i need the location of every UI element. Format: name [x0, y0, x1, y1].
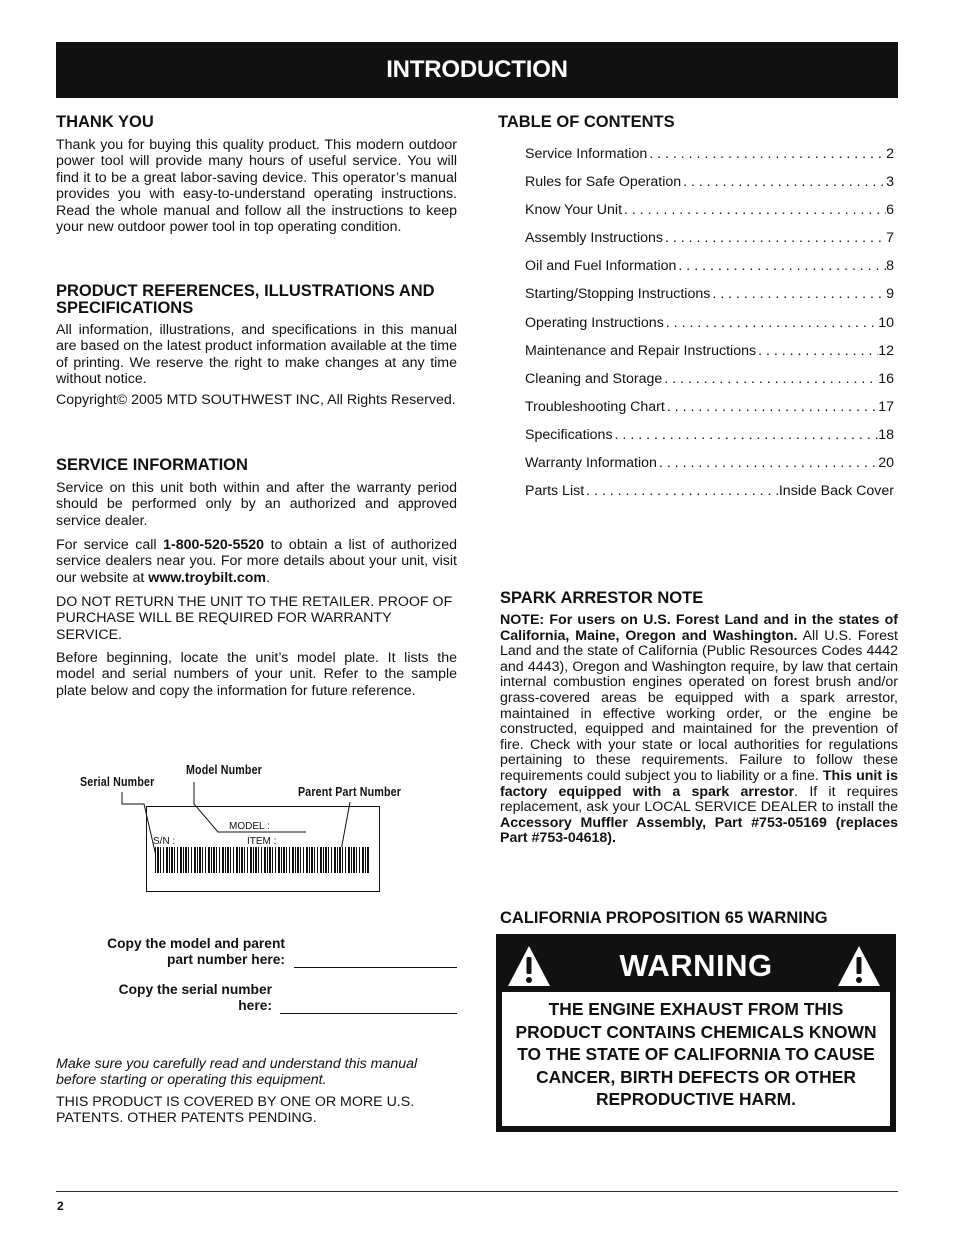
spark-note-bold: NOTE: For users on U.S. Forest Land and in the states of California, Maine, Oregon and Washington.	[500, 612, 898, 644]
toc-leader-dots	[710, 286, 886, 302]
patent-notice: THIS PRODUCT IS COVERED BY ONE OR MORE U.S. PATENTS. OTHER PATENTS PENDING.	[56, 1094, 415, 1127]
copy-model-line-1: Copy the model and parent	[107, 936, 285, 951]
toc-entry-title: Oil and Fuel Information	[525, 258, 677, 275]
model-plate	[146, 806, 380, 892]
toc-entry-page: 7	[886, 230, 894, 247]
model-plate-illustration	[78, 762, 428, 902]
read-manual-notice: Make sure you carefully read and understand this manual before starting or operating this equipment.	[56, 1056, 418, 1089]
toc-entry-title: Operating Instructions	[525, 314, 664, 331]
item-field: ITEM :	[247, 836, 277, 847]
toc-entry-title: Parts List	[525, 483, 585, 500]
toc-entry[interactable]	[525, 258, 894, 286]
toc-entry-title: Cleaning and Storage	[525, 370, 663, 387]
service-paragraph-1: Service on this unit both within and after the warranty period should be performed only by an authorized and approved service dealer.	[56, 480, 457, 529]
toc-entry[interactable]	[525, 371, 894, 399]
service-paragraph-3: DO NOT RETURN THE UNIT TO THE RETAILER. PROOF OF PURCHASE WILL BE REQUIRED FOR WARRANTY SERVICE.	[56, 594, 453, 643]
toc-entry-page: Inside Back Cover	[778, 483, 894, 500]
spark-arrestor-text	[500, 613, 898, 847]
toc-entry-page: 9	[886, 286, 894, 303]
copy-serial-line-1: Copy the serial number	[118, 982, 272, 997]
toc-leader-dots	[665, 399, 878, 415]
website-link[interactable]: www.troybilt.com	[148, 569, 266, 586]
serial-number-label: Serial Number	[80, 774, 155, 789]
spark-body-1: All U.S. Forest Land and the state of California (Public Resources Codes 4442 and 4443), Oregon and Washington require, by law that certain internal combustion engines operated on forest brush and/or grass-covered areas be equipped with a spark arrestor, maintained in effective working order, or the engine be constructed, equipped and maintained for the prevention of fire. Check with your state or local authorities for regulations pertaining to these requirements. Failure to follow these requirements could subject you to liability or a fine.	[500, 627, 898, 784]
toc-entry-page: 2	[886, 146, 894, 162]
spark-arrestor-heading: SPARK ARRESTOR NOTE	[500, 589, 704, 607]
toc-entry[interactable]	[525, 455, 894, 483]
toc-entry[interactable]	[525, 399, 894, 427]
toc-leader-dots	[647, 146, 886, 162]
toc-leader-dots	[681, 174, 886, 190]
copy-serial-label	[56, 982, 272, 1014]
warning-triangle-icon	[506, 944, 552, 988]
toc-entry-page: 8	[886, 258, 894, 275]
toc-entry-title: Service Information	[525, 146, 648, 162]
thank-you-heading: THANK YOU	[56, 113, 154, 131]
copyright-text: Copyright© 2005 MTD SOUTHWEST INC, All Rights Reserved.	[56, 392, 456, 408]
toc-leader-dots	[613, 427, 879, 443]
toc-leader-dots	[657, 455, 878, 471]
service-paragraph-4: Before beginning, locate the unit’s model plate. It lists the model and serial numbers of your unit. Refer to the sample plate below and copy the information for future reference.	[56, 650, 457, 699]
warning-text: THE ENGINE EXHAUST FROM THIS PRODUCT CONTAINS CHEMICALS KNOWN TO THE STATE OF CALIFORNIA TO CAUSE CANCER, BIRTH DEFECTS OR OTHER REPRODUCTIVE HARM.	[515, 999, 877, 1110]
toc-entry[interactable]	[525, 174, 894, 202]
toc-entry-page: 18	[878, 426, 894, 443]
spark-body-2: . If it requires replacement, ask your LOCAL SERVICE DEALER to install the	[500, 783, 898, 816]
service-period: .	[266, 569, 270, 586]
spark-factory-equipped: This unit is factory equipped with a spark arrestor	[500, 767, 898, 800]
spark-part-number: Accessory Muffler Assembly, Part #753-05169 (replaces Part #753-04618).	[500, 814, 898, 847]
service-information-heading: SERVICE INFORMATION	[56, 456, 248, 474]
toc-entry-page: 10	[878, 314, 894, 331]
toc-entry[interactable]	[525, 427, 894, 455]
service-paragraph-2	[56, 537, 457, 586]
toc-entry-title: Troubleshooting Chart	[525, 398, 665, 415]
copy-serial-line-2: here:	[238, 998, 272, 1013]
copy-model-line-2: part number here:	[166, 952, 285, 967]
toc-entry-title: Warranty Information	[525, 455, 657, 472]
table-of-contents-heading: TABLE OF CONTENTS	[498, 113, 675, 131]
toc-leader-dots	[676, 258, 886, 274]
warning-header	[502, 940, 890, 992]
model-write-line[interactable]	[294, 967, 457, 968]
copy-model-label	[56, 936, 285, 968]
model-number-label: Model Number	[186, 762, 263, 777]
warning-word: WARNING	[619, 948, 773, 983]
barcode	[155, 847, 369, 873]
toc-leader-dots	[664, 315, 878, 331]
toc-leader-dots	[756, 343, 878, 359]
toc-entry-title: Assembly Instructions	[525, 230, 663, 247]
service-call-text: For service call	[56, 537, 164, 553]
toc-entry[interactable]	[525, 286, 894, 314]
toc-entry-page: 16	[878, 370, 894, 387]
page-title: INTRODUCTION	[386, 56, 568, 83]
toc-entry[interactable]	[525, 315, 894, 343]
service-phone: 1-800-520-5520	[163, 537, 265, 553]
toc-leader-dots	[622, 202, 886, 218]
model-field: MODEL :	[229, 821, 270, 832]
toc-entry-title: Starting/Stopping Instructions	[525, 286, 711, 303]
toc-entry-page: 17	[878, 398, 894, 415]
toc-entry[interactable]	[525, 146, 894, 174]
toc-entry[interactable]	[525, 343, 894, 371]
toc-leader-dots	[662, 371, 878, 387]
toc-entry-page: 20	[878, 455, 894, 472]
parent-part-number-label: Parent Part Number	[298, 784, 402, 799]
toc-entry-page: 3	[886, 174, 894, 191]
serial-write-line[interactable]	[280, 1013, 457, 1014]
toc-leader-dots	[663, 230, 886, 246]
section-banner	[56, 42, 898, 98]
toc-entry-title: Rules for Safe Operation	[525, 174, 682, 191]
service-details-text: to obtain a list of authorized service dealers near you. For more details about your unit, visit our website at	[56, 537, 457, 586]
toc-entry-title: Maintenance and Repair Instructions	[525, 342, 757, 359]
toc-entry-page: 12	[878, 342, 894, 359]
toc-entry[interactable]	[525, 230, 894, 258]
prop-65-heading: CALIFORNIA PROPOSITION 65 WARNING	[500, 909, 828, 927]
toc-entry[interactable]	[525, 202, 894, 230]
product-references-text: All information, illustrations, and specifications in this manual are based on the latest product information available at the time of printing. We reserve the right to make changes at any time without notice.	[56, 322, 457, 388]
toc-leader-dots	[584, 483, 779, 499]
toc-entry-title: Specifications	[525, 426, 613, 443]
product-references-heading: PRODUCT REFERENCES, ILLUSTRATIONS AND SPECIFICATIONS	[56, 282, 435, 317]
toc-entry-title: Know Your Unit	[525, 202, 623, 219]
table-of-contents	[525, 146, 894, 511]
warning-triangle-icon	[836, 944, 882, 988]
serial-field: S/N :	[153, 836, 176, 847]
thank-you-text: Thank you for buying this quality product. This modern outdoor power tool will provide many hours of useful service. You will find it to be a great labor-saving device. This operator’s manual provides you with easy-to-understand operating instructions. Read the whole manual and follow all the instructions to keep your new outdoor power tool in top operating condition.	[56, 137, 457, 236]
toc-entry-page: 6	[886, 202, 894, 219]
footer-rule	[56, 1191, 898, 1192]
prop-65-warning-box	[496, 934, 896, 1132]
page-number: 2	[57, 1199, 64, 1213]
toc-entry[interactable]	[525, 483, 894, 511]
